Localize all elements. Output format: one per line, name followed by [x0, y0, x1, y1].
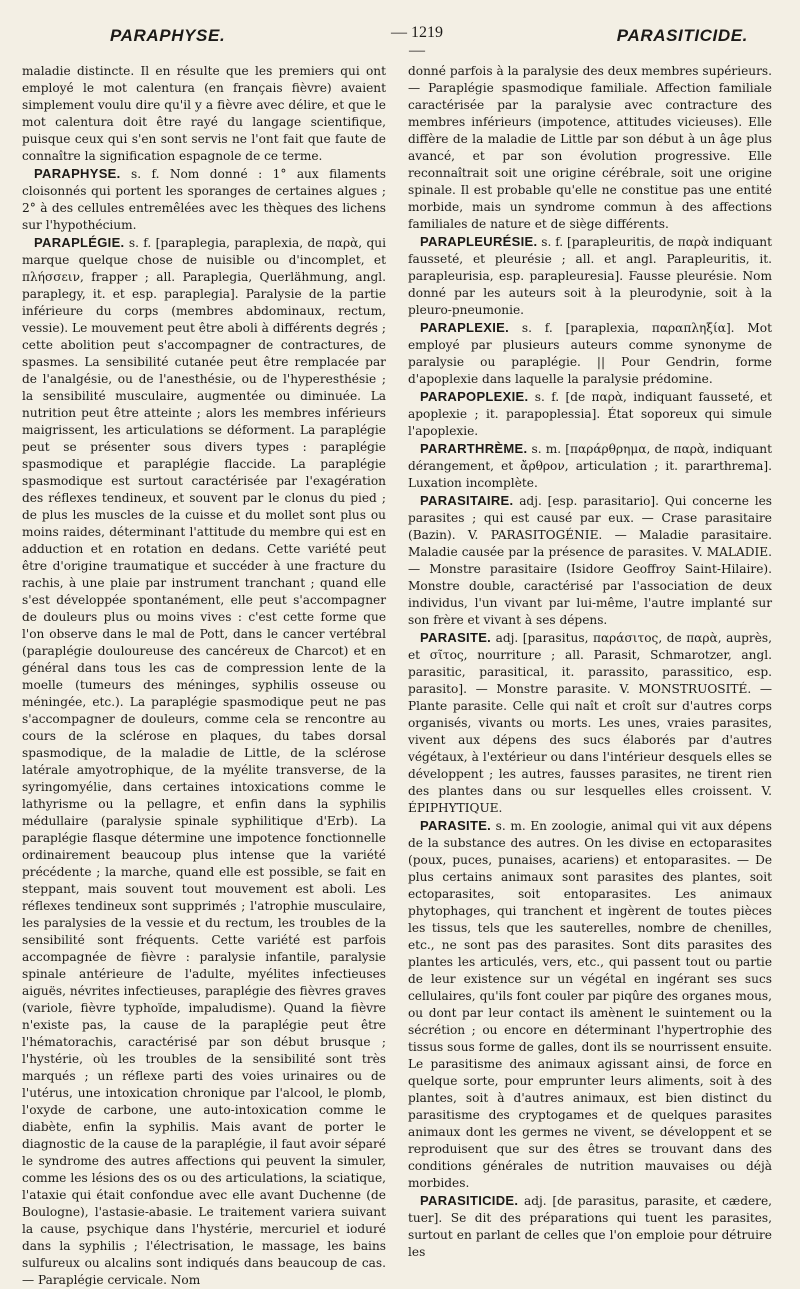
entry-headword: PARASITAIRE.	[420, 493, 514, 508]
two-column-body	[22, 62, 778, 1287]
entry-text: donné parfois à la paralysie des deux membres supérieurs. — Paraplégie spasmodique familiale. Affection familiale caractérisée par la paralysie avec contracture des membres inférieurs (impotence, attitudes vicieuses). Elle diffère de la maladie de Little par son début à un âge plus avancé, et par son évolution progressive. Elle reconnaîtrait soit une origine cérébrale, soit une origine spinale. Il est probable qu'elle ne constitue pas une entité morbide, mais un syndrome commun à des affections familiales de nature et de siège différents.	[408, 64, 772, 231]
entry	[408, 62, 772, 233]
header-right-guideword: PARASITICIDE.	[616, 26, 748, 45]
entry-text: s. f. Nom donné : 1° aux filaments cloisonnés qui portent les sporanges de certaines algues ; 2° à des cellules entremêlées avec les thèques des lichens sur l'hypothécium.	[22, 167, 386, 232]
entry-text: adj. [esp. parasitario]. Qui concerne les parasites ; qui est causé par eux. — Crase parasitaire (Bazin). V. PARASITOGÉNIE. — Maladie parasitaire. Maladie causée par la présence de parasites. V. MALADIE. — Monstre parasitaire (Isidore Geoffroy Saint-Hilaire). Monstre double, caractérisé par l'association de deux individus, l'un vivant par lui-même, l'autre implanté sur son frère et vivant à ses dépens.	[408, 494, 773, 627]
entry	[22, 62, 386, 165]
entry	[22, 165, 386, 234]
page-number: — 1219 —	[391, 24, 443, 59]
running-header	[22, 22, 778, 59]
left-column	[22, 62, 386, 1287]
entry-headword: PARAPLEXIE.	[420, 320, 510, 335]
entry-headword: PARAPHYSE.	[34, 166, 121, 181]
right-column	[408, 62, 773, 1259]
entry-text: s. m. [παράρθρημα, de παρὰ, indiquant dérangement, et ἄρθρον, articulation ; it. pararthrema]. Luxation incomplète.	[408, 442, 772, 490]
entry-text: adj. [de parasitus, parasite, et cædere, tuer]. Se dit des préparations qui tuent les parasites, surtout en parlant de celles que l'on emploie pour détruire les	[408, 1194, 772, 1259]
entry-headword: PARAPOPLEXIE.	[420, 389, 529, 404]
entry-text: s. f. [paraplexia, παραπληξία]. Mot employé par plusieurs auteurs comme synonyme de paralysie ou paraplégie. || Pour Gendrin, forme d'apoplexie dans laquelle la paralysie prédomine.	[408, 321, 772, 386]
entry-headword: PARAPLEURÉSIE.	[420, 234, 538, 249]
entry-headword: PARASITE.	[420, 818, 492, 833]
entry-text: s. f. [paraplegia, paraplexia, de παρὰ, qui marque quelque chose de nuisible ou d'incomplet, et πλήσσειν, frapper ; all. Paraplegia, Querlähmung, angl. paraplegy, it. et esp. paraplegia]. Paralysie de la partie inférieure du corps (membres abdominaux, rectum, vessie). Le mouvement peut être aboli à différents degrés ; cette abolition peut s'accompagner de contractures, de spasmes. La sensibilité cutanée peut être remplacée par de l'analgésie, ou de l'anesthésie, ou de l'hyperesthésie ; la sensibilité musculaire, augmentée ou diminuée. La nutrition peut être atteinte ; alors les membres inférieurs maigrissent, les articulations se déforment. La paraplégie peut se présenter sous divers types : paraplégie spasmodique et paraplégie flaccide. La paraplégie spasmodique est surtout caractérisée par l'exagération des réflexes tendineux, et souvent par le clonus du pied ; de plus les muscles de la cuisse et du mollet sont plus ou moins raides, déterminant l'attitude du membre qui est en adduction et en rotation en dedans. Cette variété peut être d'origine traumatique et succéder à une fracture du rachis, à une plaie par instrument tranchant ; quand elle s'est développée spontanément, elle peut s'accompagner de douleurs plus ou moins vives : c'est cette forme que l'on observe dans le mal de Pott, dans le cancer vertébral (paraplégie douloureuse des cancéreux de Charcot) et en général dans tous les cas de compression lente de la moelle (tumeurs des méninges, syphilis osseuse ou méningée, etc.). La paraplégie spasmodique peut ne pas s'accompagner de douleurs, comme cela se rencontre au cours de la sclérose en plaques, du tabes dorsal spasmodique, de la maladie de Little, de la sclérose latérale amyotrophique, de la myélite transverse, de la syringomyélie, dans certaines intoxications comme le lathyrisme ou la pellagre, et enfin dans la syphilis médullaire (paralysie spinale syphilitique d'Erb). La paraplégie flasque détermine une impotence fonctionnelle ordinairement beaucoup plus intense que la variété précédente ; la marche, quand elle est possible, se fait en steppant, mais souvent tout mouvement est aboli. Les réflexes tendineux sont supprimés ; l'atrophie musculaire, les paralysies de la vessie et du rectum, les troubles de la sensibilité sont fréquents. Cette variété est parfois accompagnée de fièvre : paralysie infantile, paralysie spinale antérieure de l'adulte, myélites infectieuses aiguës, névrites infectieuses, paraplégie des fièvres graves (variole, fièvre typhoïde, impaludisme). Quand la fièvre n'existe pas, la cause de la paraplégie peut être l'hématorachis, caractérisé par son début brusque ; l'hystérie, où les troubles de la sensibilité sont très marqués ; un réflexe parti des voies urinaires ou de l'utérus, une intoxication chronique par l'alcool, le plomb, l'oxyde de carbone, une auto-intoxication comme le diabète, enfin la syphilis. Mais avant de porter le diagnostic de la cause de la paraplégie, il faut avoir séparé le syndrome des autres affections qui peuvent la simuler, comme les lésions des os ou des articulations, la sciatique, l'ataxie qui était confondue avec elle avant Duchenne (de Boulogne), l'astasie-abasie. Le traitement variera suivant la cause, psychique dans l'hystérie, mercuriel et ioduré dans la syphilis ; l'électrisation, le massage, les bains sulfureux ou alcalins sont indiqués dans beaucoup de cas. — Paraplégie cervicale. Nom	[22, 236, 386, 1287]
entry-headword: PARASITICIDE.	[420, 1193, 519, 1208]
entry	[408, 319, 772, 388]
entry-headword: PARAPLÉGIE.	[34, 235, 125, 250]
entry	[408, 629, 772, 817]
entry-text: s. f. [parapleuritis, de παρὰ indiquant fausseté, et pleurésie ; all. et angl. Parapleuritis, it. parapleurisia, esp. parapleuresia]. Fausse pleurésie. Nom donné par les auteurs soit à la pleurodynie, soit à la pleuro-pneumonie.	[408, 235, 772, 317]
entry	[408, 440, 772, 492]
entry-text: maladie distincte. Il en résulte que les premiers qui ont employé le mot calentura (en français fièvre) avaient simplement voulu dire qu'il y a fièvre avec délire, et que le mot calentura doit être rayé du langage scientifique, puisque ceux qui s'en sont servis ne l'ont fait que faute de connaître la signification espagnole de ce terme.	[22, 64, 386, 163]
entry	[408, 388, 772, 440]
entry-text: adj. [parasitus, παράσιτος, de παρὰ, auprès, et σῖτος, nourriture ; all. Parasit, Schmarotzer, angl. parasitic, parasitical, it. parassito, parassitico, esp. parasito]. — Monstre parasite. V. MONSTRUOSITÉ. — Plante parasite. Celle qui naît et croît sur d'autres corps organisés, vivants ou morts. Les unes, vraies parasites, vivent aux dépens des sucs élaborés par d'autres végétaux, à l'extérieur ou dans l'intérieur desquels elles se développent ; les autres, fausses parasites, ne tirent rien des plantes dans ou sur lesquelles elles croissent. V. ÉPIPHYTIQUE.	[408, 631, 773, 815]
entry-text: s. m. En zoologie, animal qui vit aux dépens de la substance des autres. On les divise en ectoparasites (poux, puces, punaises, acariens) et entoparasites. — De plus certains animaux sont parasites des plantes, soit ectoparasites, soit entoparasites. Les animaux phytophages, qui tranchent et ingèrent de toutes pièces les tissus, tels que les sauterelles, nombre de chenilles, etc., ne sont pas des parasites. Sont dits parasites des plantes les articulés, vers, etc., qui passent tout ou partie de leur existence sur un végétal en ingérant ses sucs cellulaires, qu'ils font couler par piqûre des organes mous, ou dont par leur contact ils amènent le suintement ou la sécrétion ; ou encore en déterminant l'hypertrophie des tissus sous forme de galles, dont ils se nourrissent ensuite. Le parasitisme des animaux agissant ainsi, de force en quelque sorte, pour emprunter leurs aliments, soit à des plantes, soit à d'autres animaux, est bien distinct du parasitisme des cryptogames et de quelques parasites animaux dont les germes ne vivent, se développent et se reproduisent que sur des êtres se trouvant dans des conditions générales de nutrition mauvaises ou déjà morbides.	[408, 819, 772, 1190]
entry	[408, 492, 772, 629]
entry-headword: PARASITE.	[420, 630, 492, 645]
entry	[408, 817, 772, 1192]
entry-headword: PARARTHRÈME.	[420, 441, 528, 456]
entry-text: s. f. [de παρὰ, indiquant fausseté, et apoplexie ; it. parapoplessia]. État soporeux qui simule l'apoplexie.	[408, 390, 773, 438]
entry	[408, 1192, 772, 1261]
header-left-guideword: PARAPHYSE.	[110, 26, 226, 45]
entry	[408, 233, 772, 319]
entry	[22, 234, 386, 1289]
